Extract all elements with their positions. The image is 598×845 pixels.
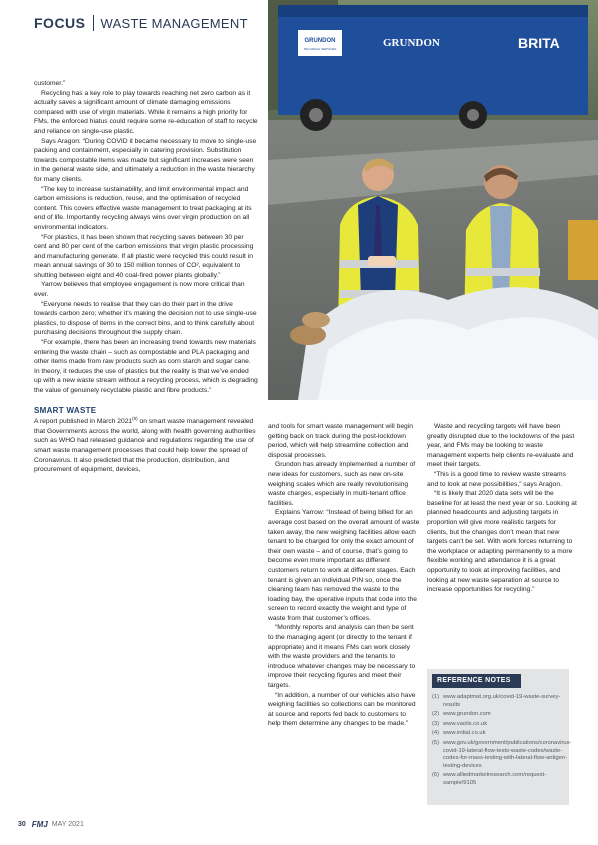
paragraph: “For plastics, it has been shown that recycling saves between 30 per cent and 80 per cent of the carbon emissions that virgin plastic processing and manufacturing generate. If all plastic were recycled this could result in mean annual savings of 30 to 150 million tonnes of CO², equivalent to shutting between eight and 40 coal-fired power plants globally.” [34,233,254,279]
page-footer [18,820,84,829]
issue-date: MAY 2021 [51,821,84,828]
header-divider [93,15,94,31]
paragraph-text: A report published in March 2021 [34,418,133,426]
paragraph: “Everyone needs to realise that they can do their part in the drive towards carbon zero; whether it’s making the decision not to use single-use plastics, to dispose of items in the correct bins, and to think carefully about purchasing decisions throughout the supply chain. [34,300,257,337]
article-photo [268,0,598,400]
reference-notes-title: REFERENCE NOTES [432,674,521,688]
reference-link[interactable]: www.vaolis.co.uk [443,720,488,727]
subheading: SMART WASTE [34,405,97,415]
reference-link[interactable]: www.alliedmarketresearch.com/request-sample/9105 [443,772,547,786]
reference-item [432,730,566,738]
section-title: WASTE MANAGEMENT [100,15,248,31]
reference-number: (5) [432,739,440,746]
reference-item [432,739,572,770]
reference-number: (4) [432,730,440,737]
svg-text:BRITA: BRITA [518,35,560,51]
reference-list [432,694,572,790]
reference-notes-box [427,669,572,805]
reference-link[interactable]: www.adaptmat.org.uk/covid-19-waste-survey-results [443,694,561,708]
reference-number: (2) [432,711,440,718]
magazine-logo: FMJ [31,820,48,829]
reference-link[interactable]: www.gov.uk/government/publications/coronavirus-covid-19-lateral-flow-tests-waste-codes/waste-codes-for-mass-testing-with-lateral-flow-antigen-testing-devices [443,739,572,769]
paragraph: “Monthly reports and analysis can then be sent to the managing agent (or directly to the tenant if appropriate) and it means FMs can work closely with the waste providers and the tenants to introduce whatever changes may be necessary to improve their recycling figures and meet their targets. [268,624,416,690]
paragraph: “It is likely that 2020 data sets will be the baseline for at least the next year or so. Looking at planned headcounts and adjusting targets in proportion will give more realistic targets for clients, but the changes don’t mean that new targets can’t be set. With work forces returning to the workplace or adapting permanently to a more flexible working and attendance it is a great opportunity to look at improving facilities, and looking at new waste separation at source to increase opportunities for recycling.” [427,490,577,594]
photo-illustration [268,0,598,400]
article-column-3 [427,422,577,595]
reference-link[interactable]: www.initial.co.uk [443,730,486,737]
paragraph: Yarrow believes that employee engagement is now more critical than ever. [34,281,245,299]
paragraph: “For example, there has been an increasing trend towards new materials entering the waste chain – such as compostable and PLA packaging and other items made from raw products such as corn starch and sugar cane. In theory, it reduces the use of plastics but the reality is that we’ve ended up with a new waste stream without a recycling process, which is degrading the value of genuinely recyclable plastic and fibre products.” [34,339,258,394]
paragraph: “In addition, a number of our vehicles also have weighing facilities so collections can be monitored at source and reports fed back to customers to help them determine any changes to be made.” [268,691,416,728]
reference-item [432,721,566,729]
paragraph: Says Aragon: “During COVID it became necessary to move to single-use packing and containment, especially in catering provision. Substitution towards compostable items was made but significant increases were seen in the general waste side, and ultimately a reduction in the waste hierarchy for many clients. [34,137,257,183]
reference-item [432,694,566,709]
paragraph: and tools for smart waste management will begin getting back on track during the post-lockdown period, which will help streamline collection and disposal processes. [268,423,413,459]
article-column-1 [34,79,258,475]
reference-number: (1) [432,694,440,700]
paragraph: customer.” [34,80,66,87]
paragraph: Waste and recycling targets will have been greatly disrupted due to the lockdowns of the past year, and FMs may be looking to waste management experts help clients re-evaluate and meet their targets. [427,423,575,469]
svg-text:GRUNDON: GRUNDON [383,37,440,49]
reference-item [432,711,566,719]
reference-link[interactable]: www.grundon.com [443,711,491,718]
paragraph: Recycling has a key role to play towards reaching net zero carbon as it actually saves a significant amount of climate damaging emissions compared with use of virgin materials. While it remains a high priority for FMs, the enforced hiatus could require some re-education of staff to recycle and reliance on single-use plastic. [34,89,258,135]
paragraph: Explains Yarrow: “Instead of being billed for an average cost based on the overall amount of waste taken away, the new weighing facilities allow each tenant to be charged for only the exact amount of their own waste – and of course, that’s going to become even more important as different customers return to work at different stages. Each tenant is given an individual PIN so, once the cleaning team has removed the waste to the loading bay, the operative inputs that code into the screen to record exactly the weight and type of waste from that customer’s offices. [268,509,420,622]
svg-text:TECHNICAL SERVICES: TECHNICAL SERVICES [303,47,337,51]
reference-number: (3) [432,720,440,727]
reference-number: (6) [432,772,440,779]
page-number: 30 [18,821,26,828]
section-label: FOCUS [34,15,86,31]
paragraph-text: on smart waste management revealed that Governments across the world, along with health governing authorities such as WHO had released guidance and regulations regarding the use of smart waste management processes that could help lower the spread of Coronavirus. It also predicted that the production, distribution, and procurement of equipment, devices, [34,418,256,474]
paragraph: Grundon has already implemented a number of new ideas for customers, such as new on-site weighing scales which are really revolutionising waste charges, especially in multi-tenant office facilities. [268,461,416,507]
paragraph: “This is a good time to review waste streams and to look at new possibilities,” says Aragon. [427,470,566,488]
page-header [34,12,248,34]
reference-marker: (6) [132,415,138,421]
article-column-2 [268,422,420,729]
svg-text:GRUNDON: GRUNDON [304,38,336,44]
reference-item [432,772,566,787]
paragraph: “The key to increase sustainability, and limit environmental impact and carbon emissions is reduction, reuse, and the optimisation of recycled content. This covers effective waste management to treat packaging at its end of life. Importantly recycling always wins over virgin production on all environmental indicators. [34,185,252,231]
paragraph [34,417,258,475]
